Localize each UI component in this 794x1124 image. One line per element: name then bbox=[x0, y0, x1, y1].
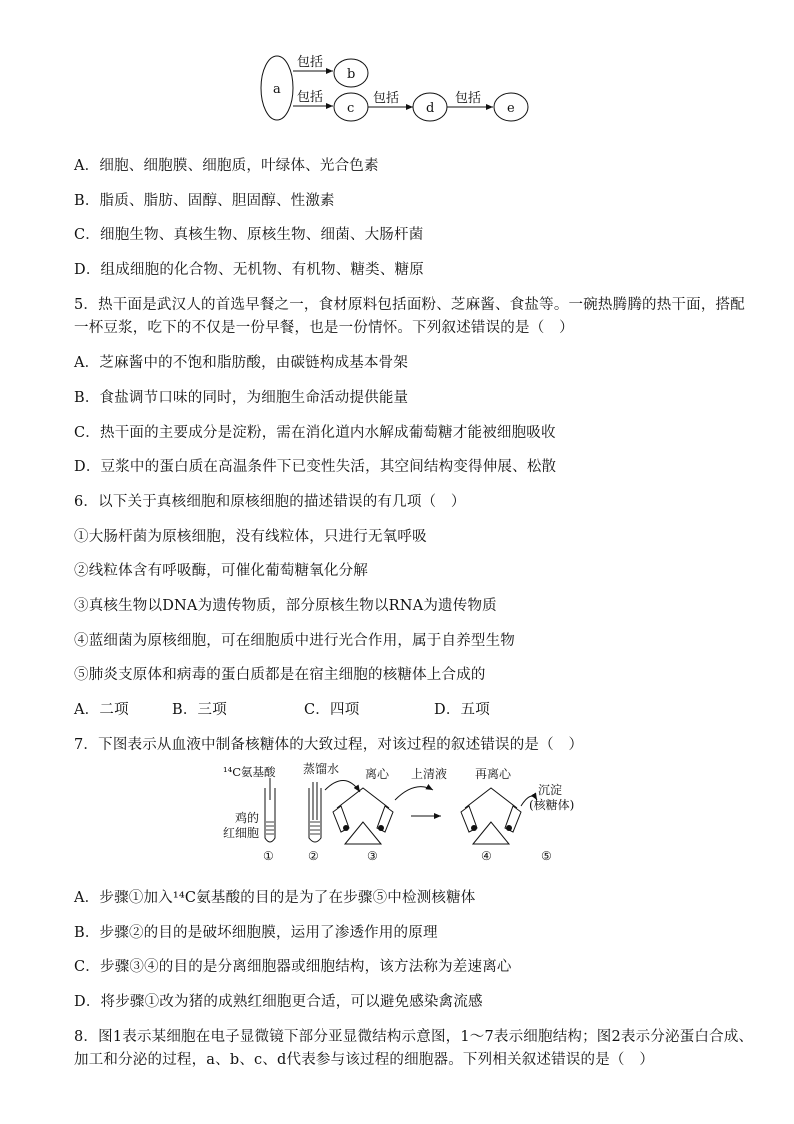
q5-stem-line2: 一杯豆浆，吃下的不仅是一份早餐，也是一份情怀。下列叙述错误的是（ ） bbox=[74, 320, 574, 336]
q4-option-b: B．脂质、脂肪、固醇、胆固醇、性激素 bbox=[74, 193, 335, 209]
q6-option-b: B．三项 bbox=[172, 702, 227, 718]
q4-option-d: D．组成细胞的化合物、无机物、有机物、糖类、糖原 bbox=[74, 262, 424, 278]
node-d-label: d bbox=[426, 101, 435, 116]
q6-statement-5: ⑤肺炎支原体和病毒的蛋白质都是在宿主细胞的核糖体上合成的 bbox=[74, 667, 486, 683]
q6-statement-1: ①大肠杆菌为原核细胞，没有线粒体，只进行无氧呼吸 bbox=[74, 529, 427, 545]
node-b-label: b bbox=[347, 67, 356, 82]
inclusion-diagram bbox=[255, 48, 545, 128]
q7-option-c: C．步骤③④的目的是分离细胞器或细胞结构，该方法称为差速离心 bbox=[74, 959, 512, 975]
q5-option-c: C．热干面的主要成分是淀粉，需在消化道内水解成葡萄糖才能被细胞吸收 bbox=[74, 425, 556, 441]
q4-option-a: A．细胞、细胞膜、细胞质，叶绿体、光合色素 bbox=[74, 158, 379, 174]
step-5: ⑤ bbox=[541, 849, 552, 863]
test-tube-1 bbox=[265, 778, 275, 842]
arrow-to-centrifuge bbox=[325, 780, 360, 792]
q5-option-d: D．豆浆中的蛋白质在高温条件下已变性失活，其空间结构变得伸展、松散 bbox=[74, 459, 557, 475]
label-red-cells: 红细胞 bbox=[223, 826, 260, 840]
q6-option-a: A．二项 bbox=[74, 702, 129, 718]
q7-stem: 7．下图表示从血液中制备核糖体的大致过程，对该过程的叙述错误的是（ ） bbox=[74, 737, 584, 753]
q4-option-c: C．细胞生物、真核生物、原核生物、细菌、大肠杆菌 bbox=[74, 227, 424, 243]
q5-option-b: B．食盐调节口味的同时，为细胞生命活动提供能量 bbox=[74, 390, 409, 406]
label-recentrifuge: 再离心 bbox=[475, 767, 512, 781]
label-centrifuge: 离心 bbox=[365, 767, 390, 781]
step-3: ③ bbox=[367, 849, 378, 863]
q6-statement-3: ③真核生物以DNA为遗传物质，部分原核生物以RNA为遗传物质 bbox=[74, 598, 497, 614]
node-a-label: a bbox=[273, 82, 281, 97]
step-4: ④ bbox=[481, 849, 492, 863]
q6-option-c: C．四项 bbox=[304, 702, 360, 718]
ribosome-prep-figure bbox=[215, 760, 580, 868]
edge-label-a-c: 包括 bbox=[297, 90, 324, 105]
q6-option-d: D．五项 bbox=[434, 702, 490, 718]
q8-stem-line1: 8．图1表示某细胞在电子显微镜下部分亚显微结构示意图，1～7表示细胞结构；图2表示分泌蛋白合成、 bbox=[74, 1029, 754, 1045]
test-tube-2 bbox=[309, 782, 321, 842]
label-sediment: 沉淀 bbox=[538, 783, 563, 797]
step-1: ① bbox=[263, 849, 274, 863]
q7-option-d: D．将步骤①改为猪的成熟红细胞更合适，可以避免感染禽流感 bbox=[74, 994, 483, 1010]
q5-stem-line1: 5．热干面是武汉人的首选早餐之一，食材原料包括面粉、芝麻酱、食盐等。一碗热腾腾的热干面，搭配 bbox=[74, 297, 745, 313]
label-supernatant: 上清液 bbox=[411, 767, 448, 781]
q7-option-b: B．步骤②的目的是破坏细胞膜，运用了渗透作用的原理 bbox=[74, 925, 438, 941]
edge-label-c-d: 包括 bbox=[373, 91, 400, 106]
arrow-supernatant bbox=[395, 787, 433, 800]
step-2: ② bbox=[308, 849, 319, 863]
edge-label-d-e: 包括 bbox=[455, 91, 482, 106]
centrifuge-1 bbox=[333, 788, 393, 844]
label-14c-amino-acid: ¹⁴C氨基酸 bbox=[223, 765, 276, 779]
centrifuge-2 bbox=[461, 788, 521, 844]
q6-stem: 6．以下关于真核细胞和原核细胞的描述错误的有几项（ ） bbox=[74, 494, 466, 510]
q6-statement-2: ②线粒体含有呼吸酶，可催化葡萄糖氧化分解 bbox=[74, 563, 368, 579]
q5-option-a: A．芝麻酱中的不饱和脂肪酸，由碳链构成基本骨架 bbox=[74, 355, 409, 371]
node-c-label: c bbox=[347, 101, 355, 116]
node-e-label: e bbox=[507, 101, 515, 116]
edge-label-a-b: 包括 bbox=[297, 55, 324, 70]
label-chicken: 鸡的 bbox=[235, 811, 260, 825]
q8-stem-line2: 加工和分泌的过程，a、b、c、d代表参与该过程的细胞器。下列相关叙述错误的是（ ） bbox=[74, 1052, 655, 1068]
label-distilled-water: 蒸馏水 bbox=[303, 762, 340, 776]
q6-statement-4: ④蓝细菌为原核细胞，可在细胞质中进行光合作用，属于自养型生物 bbox=[74, 633, 515, 649]
q7-option-a: A．步骤①加入¹⁴C氨基酸的目的是为了在步骤⑤中检测核糖体 bbox=[74, 890, 476, 906]
label-ribosome: (核糖体) bbox=[529, 798, 575, 812]
